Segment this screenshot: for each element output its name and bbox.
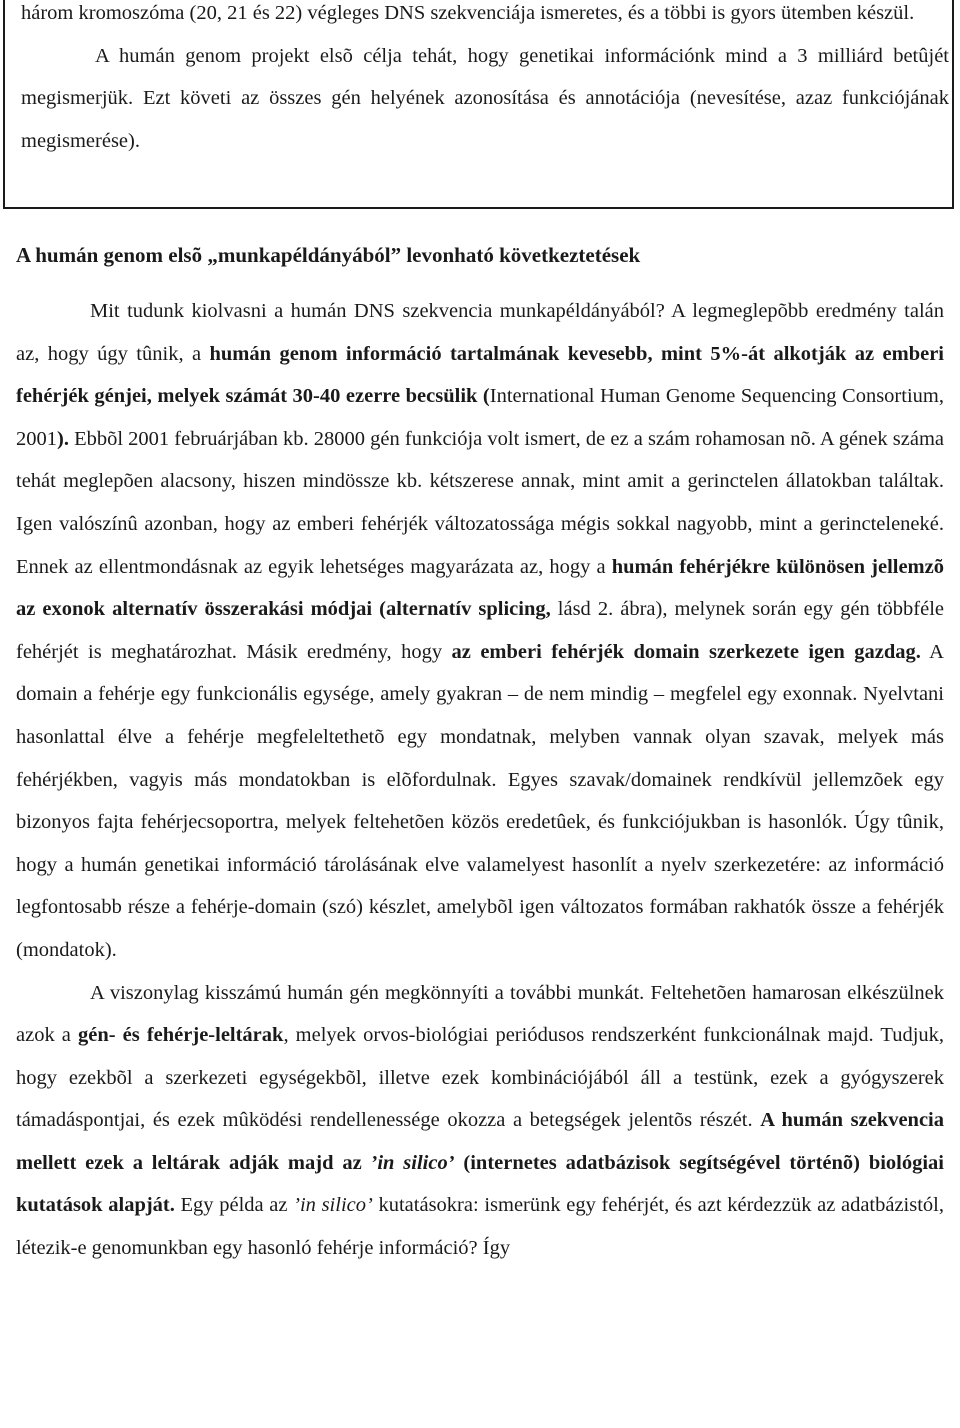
p2-text-3: Egy példa az — [174, 1194, 294, 1217]
p2-text-4: kutatásokra: ismerünk egy fehérjét, és azt kérdezzük az adatbázistól, létezik-e genomunkban egy hasonló fehérje információ? Így — [16, 1194, 944, 1260]
p2-text-2: , melyek orvos-biológiai periódusos rendszerként funkcionálnak majd. Tudjuk, hogy ezekbõl a szerkezeti egységekbõl, illetve ezek kombinációjából áll a testünk, ezek a gyógyszerek támadáspontjai, és ezek mûködési rendellenessége okozza a betegségek jelentõs részét. — [16, 1024, 945, 1132]
p2-bold-3: (internetes adatbázisok segítségével történõ) biológiai kutatások alapját. — [16, 1151, 944, 1217]
p1-bold-2: ). — [57, 427, 69, 450]
p1-text-3: Ebbõl 2001 februárjában kb. 28000 gén funkciója volt ismert, de ez a szám rohamosan nõ. A gének száma tehát meglepõen alacsony, hiszen mindössze kb. kétszerese annak, mint amit a gerinctelen állatokban találtak. Igen valószínû azonban, hogy az emberi fehérjék változatossága mégis sokkal nagyobb, mint a gerincteleneké. Ennek az ellentmondásnak az egyik lehetséges magyarázata az, hogy a — [16, 427, 944, 578]
p2-bold-1: gén- és fehérje-leltárak — [78, 1024, 284, 1047]
p2-bold-2: A humán szekvencia mellett ezek a leltárak adják majd az — [16, 1109, 945, 1174]
p1-bold-3: humán fehérjékre különösen jellemzõ az exonok alternatív összerakási módjai (alternatív splicing, — [16, 555, 944, 621]
p1-citation: International Human Genome Sequencing Consortium, 2001 — [16, 385, 944, 450]
p1-text-5: A domain a fehérje egy funkcionális egysége, amely gyakran – de nem mindig – megfelel egy exonnak. Nyelvtani hasonlattal élve a fehérje megfeleltethetõ egy mondatnak, melyben vannak olyan szavak, melyek más fehérjékben, vagyis más mondatokban is elõfordulnak. Egyes szavak/domainek rendkívül jellemzõek egy bizonyos fajta fehérjecsoportra, melyek feltehetõen közös eredetûek, és funkciójukban is hasonlók. Úgy tûnik, hogy a humán genetikai információ tárolásának elve valamelyest hasonlít a nyelv szerkezetére: az információ legfontosabb része a fehérje-domain (szó) készlet, amelybõl igen változatos formában rakhatók össze a fehérjék (mondatok). — [16, 640, 944, 961]
section-heading: A humán genom elsõ „munkapéldányából” levonható következtetések — [16, 243, 641, 267]
paragraph-2 — [16, 972, 944, 1270]
paragraph-1 — [16, 290, 944, 972]
p2-text-1: A viszonylag kisszámú humán gén megkönnyíti a további munkát. Feltehetõen hamarosan elkészülnek azok a — [16, 981, 944, 1047]
p1-bold-4: az emberi fehérjék domain szerkezete igen gazdag. — [451, 640, 921, 663]
p2-italic-1: ’in silico’ — [293, 1194, 373, 1217]
box-line-1: három kromoszóma (20, 21 és 22) végleges DNS szekvenciája ismeretes, és a többi is gyors ütemben készül. — [21, 2, 915, 24]
body-text — [16, 290, 944, 1270]
box-paragraph-2: A humán genom projekt elsõ célja tehát, hogy genetikai információnk mind a 3 milliárd betûjét megismerjük. Ezt követi az összes gén helyének azonosítása és annotációja (nevesítése, azaz funkciójának megismerése). — [21, 44, 949, 153]
boxed-text — [21, 0, 949, 163]
p1-bold-1: humán genom információ tartalmának kevesebb, mint 5%-át alkotják az emberi fehérjék génjei, melyek számát 30-40 ezerre becsülik ( — [16, 342, 944, 408]
p1-text-4: lásd 2. ábra), melynek során egy gén többféle fehérjét is meghatározhat. Másik eredmény, hogy — [16, 598, 945, 663]
boxed-section — [3, 0, 954, 209]
p2-bold-italic-1: ’in silico’ — [370, 1151, 455, 1174]
p1-text-1: Mit tudunk kiolvasni a humán DNS szekvencia munkapéldányából? A legmeglepõbb eredmény talán az, hogy úgy tûnik, a — [16, 300, 944, 365]
